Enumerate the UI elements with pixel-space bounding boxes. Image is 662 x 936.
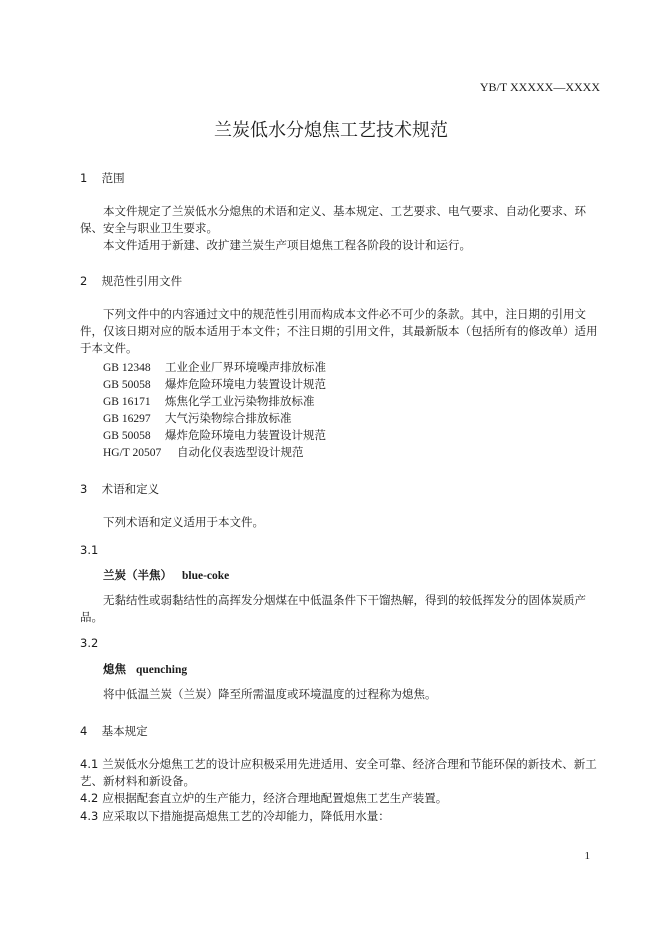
standard-code: YB/T XXXXX—XXXX [479,80,600,94]
section-1-paragraph-2: 本文件适用于新建、改扩建兰炭生产项目熄焦工程各阶段的设计和运行。 [103,238,471,252]
rule-item [80,756,600,790]
section-title: 规范性引用文件 [101,274,183,288]
reference-name: 自动化仪表选型设计规范 [177,445,304,459]
term-number: 3.1 [80,543,99,557]
section-3-intro: 下列术语和定义适用于本文件。 [103,515,264,529]
term-en: blue-coke [182,570,230,582]
reference-code: GB 16171 [103,396,151,408]
reference-name: 爆炸危险环境电力装置设计规范 [165,377,326,391]
rule-text: 兰炭低水分熄焦工艺的设计应积极采用先进适用、安全可靠、经济合理和节能环保的新技术、新工艺、新材料和新设备。 [80,757,597,788]
reference-item [103,393,315,409]
rule-item [80,808,600,825]
reference-name: 炼焦化学工业污染物排放标准 [165,394,315,408]
term-zh: 熄焦 [103,662,126,676]
reference-item [103,410,292,426]
section-title: 术语和定义 [101,482,160,496]
section-number: 4 [80,724,88,738]
reference-name: 爆炸危险环境电力装置设计规范 [165,428,326,442]
section-number: 2 [80,274,88,288]
reference-code: HG/T 20507 [103,447,162,459]
document-title: 兰炭低水分熄焦工艺技术规范 [214,120,448,141]
section-number: 3 [80,482,88,496]
term-en: quenching [136,664,188,676]
section-2-heading [80,273,182,289]
term-definition: 将中低温兰炭（兰炭）降至所需温度或环境温度的过程称为熄焦。 [103,687,437,701]
section-1-heading [80,170,125,186]
term-definition: 无黏结性或弱黏结性的高挥发分烟煤在中低温条件下干馏热解，得到的较低挥发分的固体炭质产品。 [80,593,586,624]
rule-number: 4.3 [80,809,99,823]
term-number: 3.2 [80,636,99,650]
reference-name: 大气污染物综合排放标准 [165,411,292,425]
reference-item [103,359,326,375]
section-2-paragraph: 下列文件中的内容通过文中的规范性引用而构成本文件必不可少的条款。其中，注日期的引用文件，仅该日期对应的版本适用于本文件；不注日期的引用文件，其最新版本（包括所有的修改单）适用于本文件。 [80,307,598,355]
reference-code: GB 50058 [103,379,151,391]
rule-number: 4.2 [80,791,99,805]
section-4-heading [80,723,148,739]
reference-item [103,427,326,443]
reference-item [103,376,326,392]
rule-number: 4.1 [80,757,99,771]
section-title: 基本规定 [101,724,148,738]
section-1-paragraph-1: 本文件规定了兰炭低水分熄焦的术语和定义、基本规定、工艺要求、电气要求、自动化要求、环保、安全与职业卫生要求。 [80,204,586,235]
rule-text: 应根据配套直立炉的生产能力，经济合理地配置熄焦工艺生产装置。 [102,791,448,805]
term-heading [103,567,229,583]
term-zh: 兰炭（半焦） [103,568,172,582]
reference-code: GB 50058 [103,430,151,442]
page-number: 1 [584,850,590,862]
reference-name: 工业企业厂界环境噪声排放标准 [165,360,326,374]
section-number: 1 [80,171,88,185]
section-3-heading [80,481,159,497]
term-heading [103,661,187,677]
rule-text: 应采取以下措施提高熄焦工艺的冷却能力，降低用水量： [102,809,390,823]
reference-code: GB 16297 [103,413,151,425]
section-title: 范围 [101,171,125,185]
reference-code: GB 12348 [103,362,151,374]
reference-item [103,444,304,460]
rule-item [80,790,600,807]
